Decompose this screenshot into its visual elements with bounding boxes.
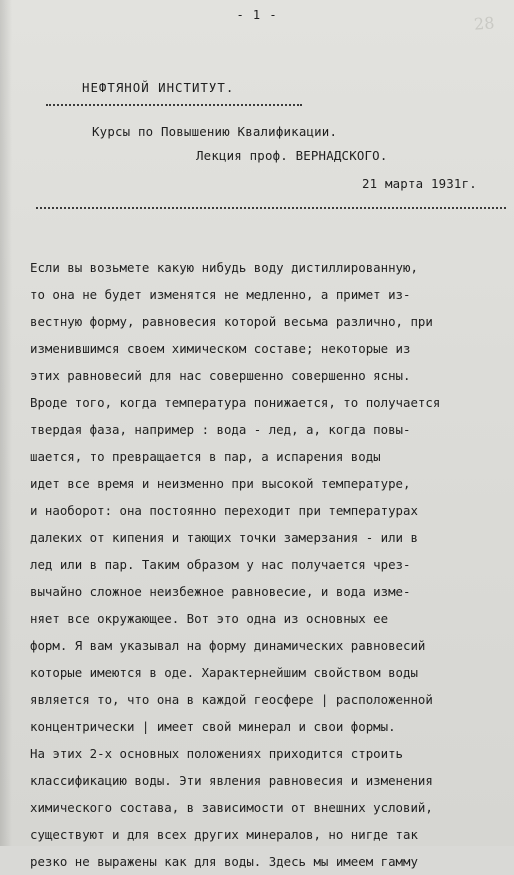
page-number: - 1 -: [236, 8, 278, 22]
body-line: вестную форму, равновесия которой весьма различно, при: [30, 314, 433, 329]
body-line: то она не будет изменятся не медленно, а примет из-: [30, 287, 411, 302]
body-line: далеких от кипения и тающих точки замерзания - или в: [30, 530, 418, 545]
body-line: Если вы возьмете какую нибудь воду дистиллированную,: [30, 260, 418, 275]
body-line: лед или в пар. Таким образом у нас получается чрез-: [30, 557, 411, 572]
body-line: вычайно сложное неизбежное равновесие, и вода изме-: [30, 584, 411, 599]
body-line: Вроде того, когда температура понижается, то получается: [30, 395, 441, 410]
course-title: Курсы по Повышению Квалификации.: [92, 124, 338, 139]
body-line: является то, что она в каждой геосфере | расположенной: [30, 692, 433, 707]
body-line: классификацию воды. Эти явления равновесия и изменения: [30, 773, 433, 788]
body-line: которые имеются в оде. Характернейшим свойством воды: [30, 665, 418, 680]
body-line: существуют и для всех других минералов, но нигде так: [30, 827, 418, 842]
body-line: форм. Я вам указывал на форму динамических равновесий: [30, 638, 426, 653]
body-line: изменившимся своем химическом составе; некоторые из: [30, 341, 411, 356]
header-divider-long: [36, 207, 506, 209]
body-line: резко не выражены как для воды. Здесь мы имеем гамму: [30, 854, 418, 869]
lecture-body: [30, 254, 505, 875]
body-line: химического состава, в зависимости от внешних условий,: [30, 800, 433, 815]
body-line: идет все время и неизменно при высокой температуре,: [30, 476, 411, 491]
body-line: и наоборот: она постоянно переходит при температурах: [30, 503, 418, 518]
archive-mark: 28: [473, 13, 495, 34]
page-edge-shadow: [0, 0, 12, 846]
body-line: На этих 2-х основных положениях приходится строить: [30, 746, 403, 761]
body-line: няет все окружающее. Вот это одна из основных ее: [30, 611, 389, 626]
lecture-title: Лекция проф. ВЕРНАДСКОГО.: [196, 148, 388, 163]
body-line: шается, то превращается в пар, а испарения воды: [30, 449, 381, 464]
lecture-date: 21 марта 1931г.: [362, 176, 477, 191]
body-line: этих равновесий для нас совершенно совершенно ясны.: [30, 368, 411, 383]
body-line: концентрически | имеет свой минерал и свои формы.: [30, 719, 396, 734]
header-divider-short: [46, 104, 302, 106]
institute-title: НЕФТЯНОЙ ИНСТИТУТ.: [82, 80, 235, 95]
body-line: твердая фаза, например : вода - лед, а, когда повы-: [30, 422, 411, 437]
